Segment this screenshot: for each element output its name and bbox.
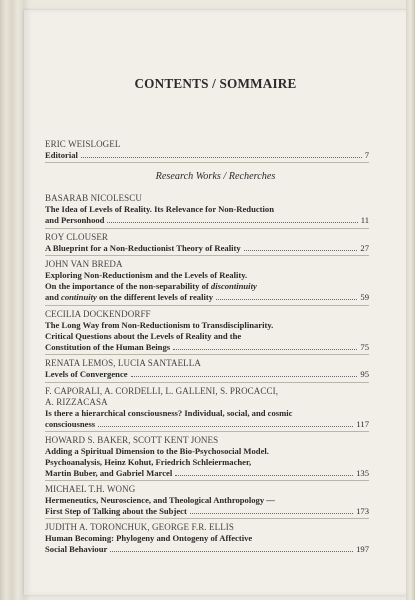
divider [45,480,369,481]
toc-entry-caporali [45,386,369,430]
entry-page: 75 [360,342,369,352]
entry-author: JUDITH A. TORONCHUK, GEORGE F.R. ELLIS [45,522,235,532]
toc-entry-editorial [45,139,369,161]
entry-page: 7 [364,150,369,160]
toc-entry-baker [45,435,369,479]
toc-entry-lemos [45,358,369,380]
entry-author: BASARAB NICOLESCU [45,193,142,203]
entry-title: Social Behaviour [45,544,108,554]
entry-author: ROY CLOUSER [45,232,109,242]
entry-title-row: and continuity on the different levels of reality 59 [45,292,369,302]
entry-title: The Idea of Levels of Reality. Its Relevance for Non-Reduction [45,204,274,214]
entry-author: ERIC WEISLOGEL [45,139,121,149]
entry-author: MICHAEL T.H. WONG [45,484,136,494]
entry-title: Critical Questions about the Levels of Reality and the [45,331,242,341]
entry-title: A Blueprint for a Non-Reductionist Theory of Reality [45,243,241,253]
entry-title-row [45,369,369,380]
entry-author: RENATA LEMOS, LUCIA SANTAELLA [45,358,201,368]
entry-title-row [45,544,369,555]
book-edge [406,0,415,600]
entry-page: 95 [360,369,369,379]
entry-page: 59 [360,292,369,302]
entry-author: HOWARD S. BAKER, SCOTT KENT JONES [45,435,219,445]
divider [45,431,369,432]
entry-title: First Step of Talking about the Subject [45,506,187,516]
entry-title: Psychoanalysis, Heinz Kohut, Friedrich Schleiermacher, [45,457,252,467]
toc-entry-nicolescu [45,193,369,226]
entry-page: 197 [356,544,369,554]
entry-title: On the importance of the non-separability of discontinuity [45,281,257,291]
entry-title: Hermeneutics, Neuroscience, and Theological Anthropology — [45,495,275,505]
section-heading: Research Works / Recherches [155,171,276,182]
entry-title: Human Becoming: Phylogeny and Ontogeny of Affective [45,533,253,543]
toc-entry-wong [45,484,369,517]
toc-entry-dockendorff [45,309,369,353]
divider [45,162,369,163]
entry-title-row [45,419,369,430]
entry-title: The Long Way from Non-Reductionism to Transdisciplinarity. [45,320,274,330]
entry-page: 117 [356,419,369,429]
entry-title: Editorial [45,150,78,160]
toc-entry-van-breda [45,259,369,303]
entry-title-row [45,215,369,226]
toc-entry-toronchuk [45,522,369,555]
divider [45,354,369,355]
divider [45,255,369,256]
entry-author: A. RIZZACASA [45,397,108,407]
entry-title: and Personhood [45,215,105,225]
toc-entry-clouser [45,232,369,254]
divider [45,305,369,306]
entry-author: F. CAPORALI, A. CORDELLI, L. GALLENI, S. PROCACCI, [45,386,279,396]
entry-title: Is there a hierarchical consciousness? Individual, social, and cosmic [45,408,293,418]
entry-author: JOHN VAN BREDA [45,259,123,269]
entry-title: Exploring Non-Reductionism and the Levels of Reality. [45,270,248,280]
entry-title-row [45,243,369,254]
divider [45,382,369,383]
contents-heading: CONTENTS / SOMMAIRE [134,76,297,91]
entry-title: Constitution of the Human Beings [45,342,171,352]
divider [45,228,369,229]
entry-title-row [45,468,369,479]
entry-title: consciousness [45,419,96,429]
entry-title-row [45,506,369,517]
divider [45,518,369,519]
entry-title: Adding a Spiritual Dimension to the Bio-Psychosocial Model. [45,446,269,456]
entry-page: 27 [360,243,369,253]
entry-page: 173 [356,506,369,516]
entry-title-row [45,150,369,161]
entry-page: 135 [356,468,369,478]
entry-title: Levels of Convergence [45,369,128,379]
entry-author: CECILIA DOCKENDORFF [45,309,151,319]
book-page [24,10,407,595]
entry-title-row [45,342,369,353]
entry-page: 11 [360,215,369,225]
entry-title: Martin Buber, and Gabriel Marcel [45,468,173,478]
